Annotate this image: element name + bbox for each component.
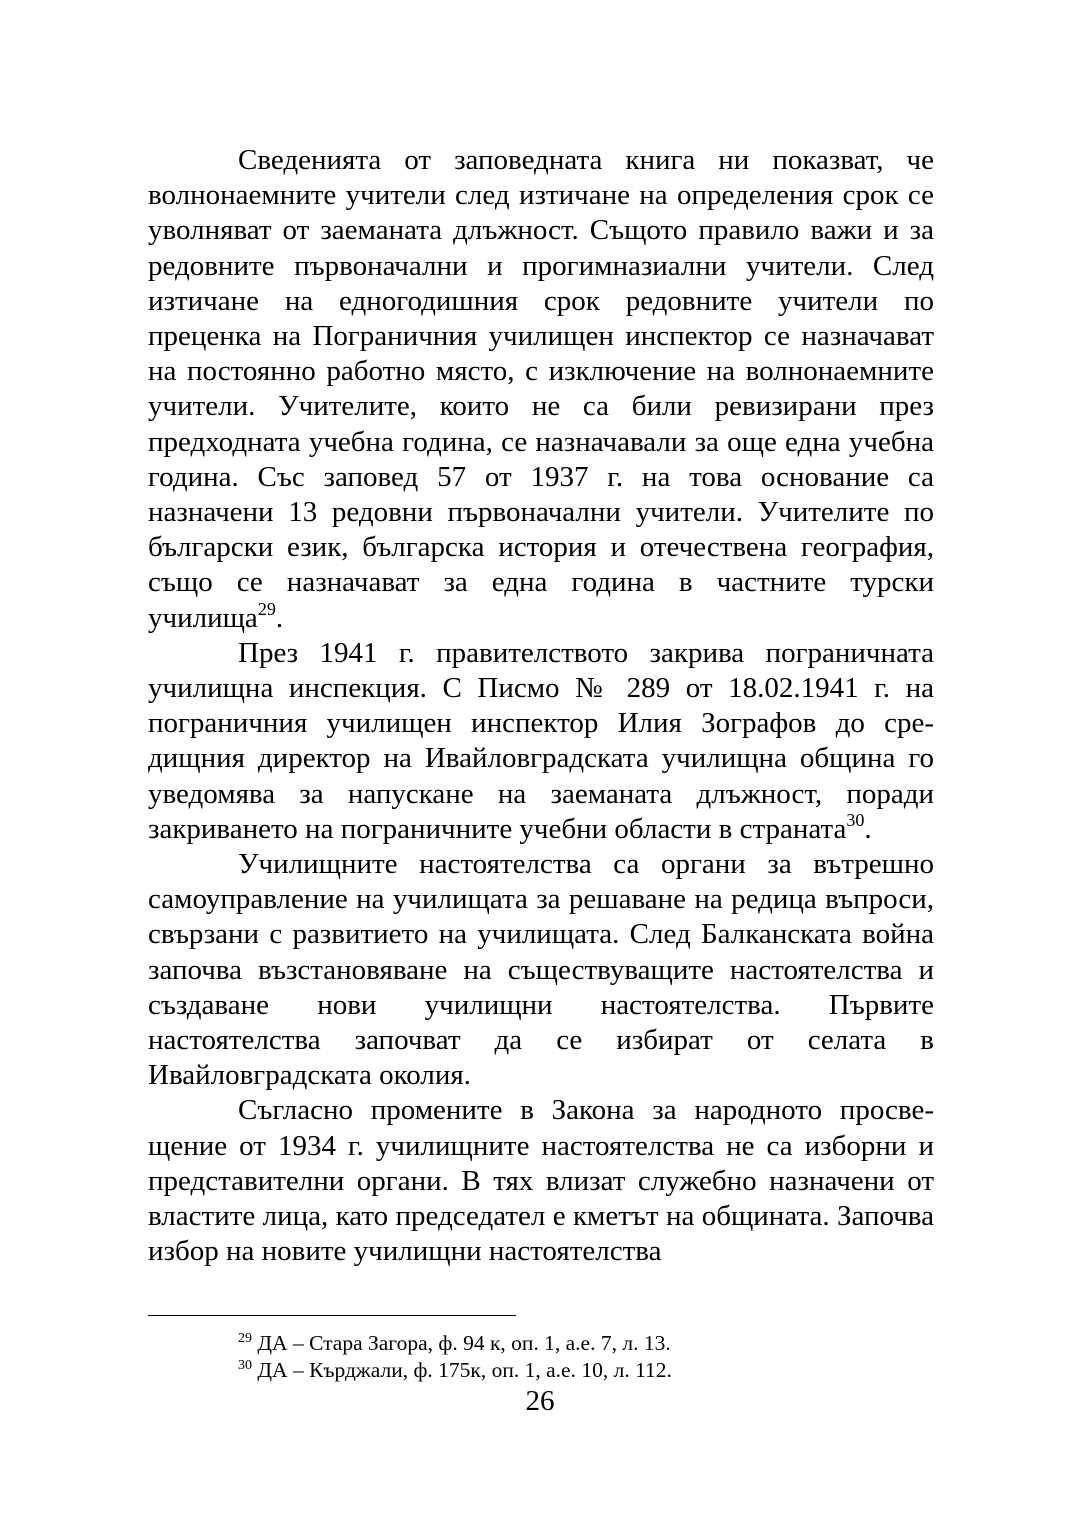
body-text xyxy=(148,143,934,1270)
footnote-separator xyxy=(148,1315,516,1316)
footnote-29-number: 29 xyxy=(238,1331,252,1346)
paragraph-3 xyxy=(148,847,934,1093)
footnote-ref-29: 29 xyxy=(257,598,276,619)
paragraph-1-end: . xyxy=(275,601,284,634)
paragraph-1-text: Сведенията от заповедната книга ни показват, че волнонаемните учители след изтичане на определения срок се уволняват от заеманата длъжност. Същото правило важи и за редовните първоначални и прогимназиални учители. След изтичане на едногодишния срок редовните учители по преценка на Пограничния училищен инспектор се назначават на постоянно работно място, с изключение на волнонаемните учители. Учителите, които не са били ревизирани през предходната учебна година, се назначавали за още една учебна година. Със заповед 57 от 1937 г. на това основание са назначени 13 редовни първоначални учители. Учителите по български език, българска история и отечествена география, също се назначават за една година в частните турски училища xyxy=(148,144,934,634)
paragraph-4 xyxy=(148,1093,934,1269)
page-number: 26 xyxy=(525,1385,555,1417)
paragraph-1 xyxy=(148,143,934,636)
footnotes xyxy=(148,1330,934,1384)
footnote-29-text: ДА – Стара Загора, ф. 94 к, оп. 1, а.е. 7, л. 13. xyxy=(257,1331,671,1355)
footnote-30 xyxy=(148,1357,934,1384)
paragraph-3-text: Училищните настоятелства са органи за вътрешно самоуправление на училищата за решаване на редица въпроси, свързани с развитието на училищата. След Балканската война започва възстановяване на съществуващите настоятелства и създаване нови училищни настоятелства. Първите настоятелства започват да се избират от селата в Ивайловградската околия. xyxy=(148,848,934,1092)
footnote-ref-30: 30 xyxy=(846,809,865,830)
footnote-29 xyxy=(148,1330,934,1357)
paragraph-2-text: През 1941 г. правителството закрива пограничната училищна инспекция. С Писмо № 289 от 18.02.1941 г. на пограничния училищен инспектор Илия Зографов до средищния директор на Ивайловградската училищна община го уведомява за напускане на заеманата длъжност, поради закриването на пограничните учебни области в страната xyxy=(148,636,934,845)
paragraph-2-end: . xyxy=(864,812,872,845)
footnote-30-text: ДА – Кърджали, ф. 175к, оп. 1, а.е. 10, л. 112. xyxy=(257,1358,672,1382)
footnote-30-number: 30 xyxy=(238,1358,252,1373)
paragraph-4-text: Съгласно промените в Закона за народното просвещение от 1934 г. училищните настоятелства не са изборни и представителни органи. В тях влизат служебно назначени от властите лица, като председател е кметът на общината. Започва избор на новите училищни настоятелства xyxy=(148,1094,934,1268)
paragraph-2 xyxy=(148,636,934,847)
